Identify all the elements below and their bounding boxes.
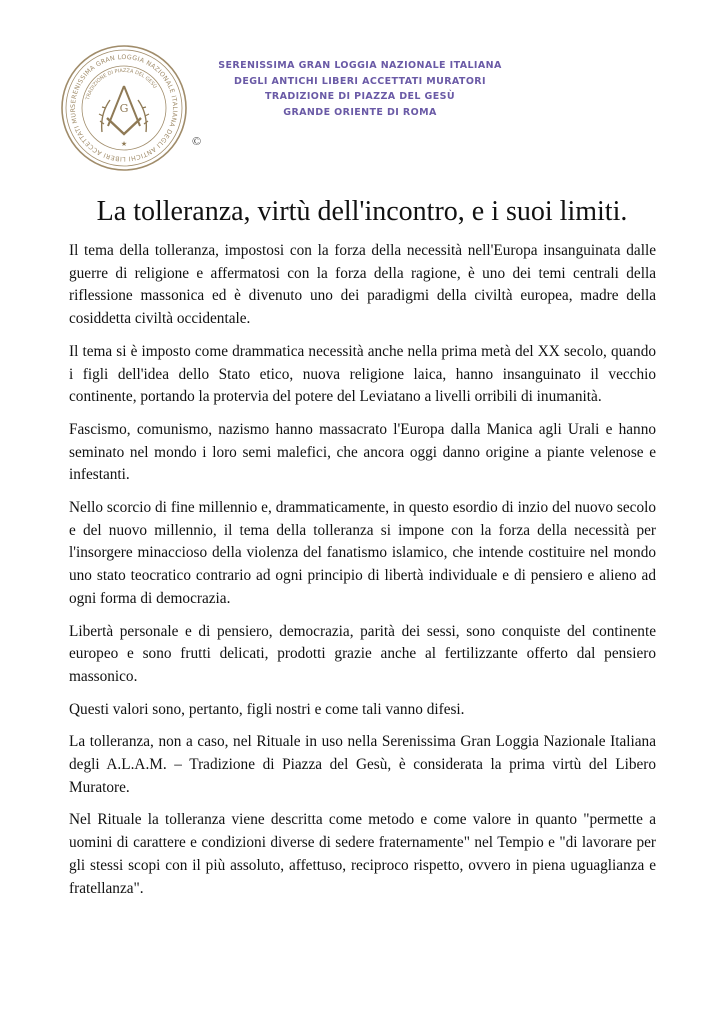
header-line: DEGLI ANTICHI LIBERI ACCETTATI MURATORI bbox=[234, 75, 486, 87]
paragraph: Fascismo, comunismo, nazismo hanno massacrato l'Europa dalla Manica agli Urali e hanno seminato nel mondo i loro semi malefici, che ancora oggi danno origine a piante velenose e infestanti. bbox=[69, 420, 656, 484]
document-body bbox=[69, 240, 656, 910]
paragraph: Nel Rituale la tolleranza viene descritta come metodo e come valore in quanto "permette a uomini di carattere e condizioni diverse di sedere fraternamente" nel Tempio e "di lavorare per gli stessi scopi con il più assoluto, affettuso, reciproco rispetto, ovvero in piena uguaglianza e fratellanza". bbox=[69, 811, 656, 897]
star-icon: ★ bbox=[120, 140, 128, 148]
seal-center-letter: G bbox=[119, 102, 129, 115]
paragraph: Questi valori sono, pertanto, figli nostri e come tali vanno difesi. bbox=[69, 700, 465, 718]
seal-emblem bbox=[60, 44, 188, 172]
seal-ring-text: SERENISSIMA GRAN LOGGIA NAZIONALE ITALIANA DEGLI ANTICHI LIBERI ACCETTATI MUR bbox=[69, 53, 179, 163]
organization-header bbox=[210, 58, 510, 120]
paragraph: Il tema si è imposto come drammatica necessità anche nella prima metà del XX secolo, quando i figli dell'idea dello Stato etico, nuova religione laica, hanno insanguinato il vecchio continente, portando la protervia del potere del Leviatano a livelli orribili di inumanità. bbox=[69, 342, 656, 406]
paragraph: Libertà personale e di pensiero, democrazia, parità dei sessi, sono conquiste del continente europeo e sono frutti delicati, prodotti grazie anche al fertilizzante offerto dal pensiero massonico. bbox=[69, 622, 656, 685]
header-line: GRANDE ORIENTE DI ROMA bbox=[283, 106, 437, 118]
copyright-mark: © bbox=[192, 134, 202, 148]
paragraph: Nello scorcio di fine millennio e, drammaticamente, in questo esordio di inzio del nuovo secolo e del nuovo millennio, il tema della tolleranza si impone con la forza della necessità per l'insorgere minaccioso della violenza del fanatismo islamico, che intende costituire nel mondo uno stato teocratico contrario ad ogni principio di libertà individuale e di pensiero e alieno ad ogni forma di democrazia. bbox=[69, 499, 656, 607]
seal-inner-text: TRADIZIONE DI PIAZZA DEL GESÙ bbox=[84, 67, 158, 101]
header-line: SERENISSIMA GRAN LOGGIA NAZIONALE ITALIANA bbox=[218, 60, 502, 71]
document-title: La tolleranza, virtù dell'incontro, e i suoi limiti. bbox=[96, 196, 628, 227]
paragraph: La tolleranza, non a caso, nel Rituale in uso nella Serenissima Gran Loggia Nazionale Italiana degli A.L.A.M. – Tradizione di Piazza del Gesù, è considerata la prima virtù del Libero Muratore. bbox=[69, 733, 656, 796]
header-line: TRADIZIONE DI PIAZZA DEL GESÙ bbox=[264, 91, 455, 102]
paragraph: Il tema della tolleranza, impostosi con la forza della necessità nell'Europa insanguinata dalle guerre di religione e affermatosi con la forza della ragione, è uno dei temi centrali della riflessione massonica ed è divenuto uno dei paradigmi della civiltà europea, madre della cosiddetta civiltà occidentale. bbox=[69, 242, 656, 328]
seal-logo bbox=[60, 44, 188, 172]
